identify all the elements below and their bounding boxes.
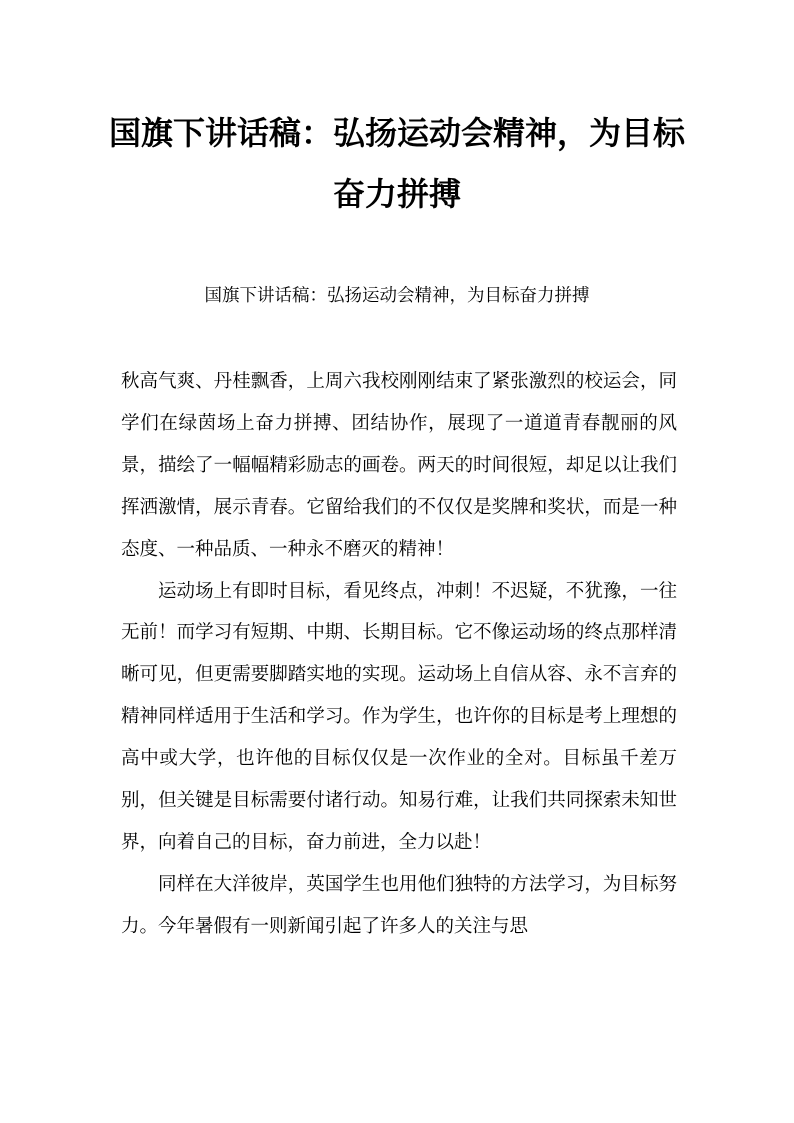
paragraph-2: 运动场上有即时目标，看见终点，冲刺！不迟疑，不犹豫，一往无前！而学习有短期、中期、长期目标。它不像运动场的终点那样清晰可见，但更需要脚踏实地的实现。运动场上自信从容、永不言弃的精神同样适用于生活和学习。作为学生，也许你的目标是考上理想的高中或大学，也许他的目标仅仅是一次作业的全对。目标虽千差万别，但关键是目标需要付诸行动。知易行难，让我们共同探索未知世界，向着自己的目标，奋力前进，全力以赴！	[121, 580, 677, 853]
document-title: 国旗下讲话稿：弘扬运动会精神，为目标奋力拼搏	[108, 114, 685, 213]
document-subtitle: 国旗下讲话稿：弘扬运动会精神，为目标奋力拼搏	[204, 286, 590, 306]
document-body	[121, 361, 677, 948]
paragraph-3: 同样在大洋彼岸，英国学生也用他们独特的方法学习，为目标努力。今年暑假有一则新闻引起了许多人的关注与思	[121, 873, 677, 937]
paragraph-1: 秋高气爽、丹桂飘香，上周六我校刚刚结束了紧张激烈的校运会，同学们在绿茵场上奋力拼搏、团结协作，展现了一道道青春靓丽的风景，描绘了一幅幅精彩励志的画卷。两天的时间很短，却足以让我们挥洒激情，展示青春。它留给我们的不仅仅是奖牌和奖状，而是一种态度、一种品质、一种永不磨灭的精神！	[121, 371, 677, 560]
